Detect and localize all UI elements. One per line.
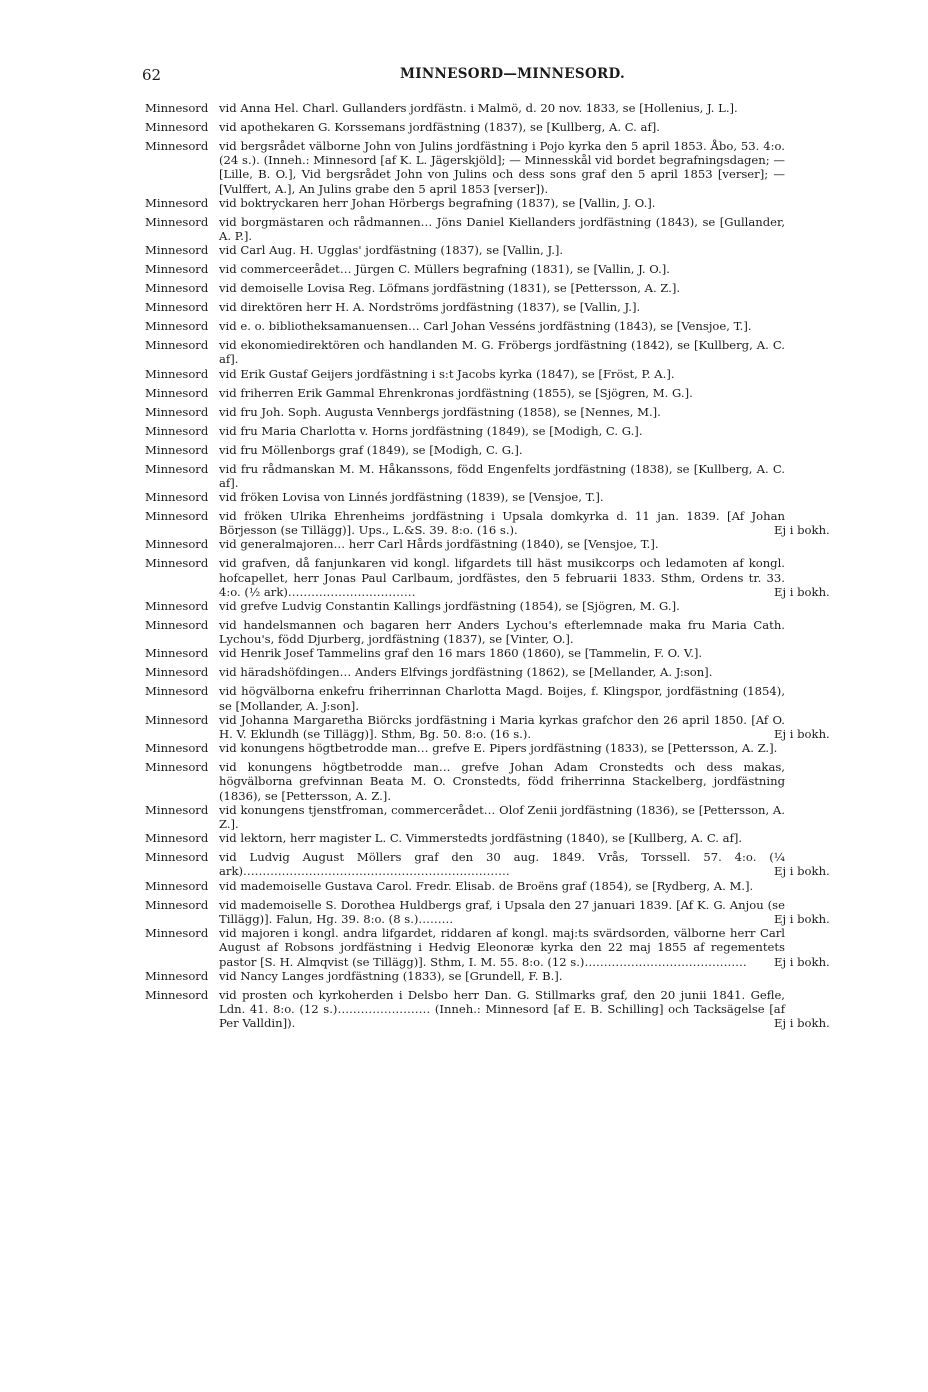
entry-heading: Minnesord	[145, 987, 209, 1002]
list-item	[145, 760, 850, 803]
entry-heading: Minnesord	[145, 509, 209, 524]
list-item	[145, 646, 850, 665]
entry-heading: Minnesord	[145, 281, 209, 296]
list-item	[145, 319, 850, 338]
list-item	[145, 215, 850, 243]
list-item: Minnesord vid Ludvig August Möllers graf den 30 aug. 1849. Vrås, Torssell. 57. 4:o. (¼ ark)…………………………………………………………… Ej i bokh.	[145, 850, 830, 879]
entry-text: vid mademoiselle S. Dorothea Huldbergs graf, i Upsala den 27 januari 1839. [Af K. G. Anjou (se Tillägg)]. Falun, Hg. 39. 8:o. (8 s.)………	[219, 897, 785, 926]
entry-text: vid fru Joh. Soph. Augusta Vennbergs jordfästning (1858), se [Nennes, M.].	[219, 404, 661, 419]
list-item	[145, 462, 850, 490]
entry-text: vid apothekaren G. Korssemans jordfästning (1837), se [Kullberg, A. C. af].	[219, 120, 660, 134]
entry-text: vid prosten och kyrkoherden i Delsbo herr Dan. G. Stillmarks graf, den 20 junii 1841. Gefle, Ldn. 41. 8:o. (12 s.)…………………… (Inneh.: Minnesord [af E. B. Schilling] och Tacksägelse [af Per Valldin]).	[219, 987, 785, 1031]
entry-heading: Minnesord	[145, 404, 209, 419]
entry-text: vid konungens tjenstfroman, commercerådet… Olof Zenii jordfästning (1836), se [Pettersson, A. Z.].	[219, 802, 785, 832]
list-item: Minnesord vid prosten och kyrkoherden i Delsbo herr Dan. G. Stillmarks graf, den 20 junii 1841. Gefle, Ldn. 41. 8:o. (12 s.)…………………… (Inneh.: Minnesord [af E. B. Schilling] och Tacksägelse [af Per Valldin]). Ej i bokh.	[145, 987, 830, 1031]
list-item	[145, 831, 850, 850]
list-item: Minnesord vid fröken Ulrika Ehrenheims jordfästning i Upsala domkyrka d. 11 jan. 1839. [Af Johan Börjesson (se Tillägg)]. Ups., L.&S. 39. 8:o. (16 s.). Ej i bokh.	[145, 509, 830, 538]
list-item	[145, 405, 850, 424]
entry-heading: Minnesord	[145, 968, 209, 983]
entry-text: vid grafven, då fanjunkaren vid kongl. lifgardets till häst musikcorps och ledamoten af kongl. hofcapellet, herr Jonas Paul Carlbaum, jordfästes, den 5 februarii 1833. Sthm, Ordens tr. 33. 4:o. (½ ark)……………………………	[219, 556, 785, 599]
entry-text: vid mademoiselle Gustava Carol. Fredr. Elisab. de Broëns graf (1854), se [Rydberg, A. M.].	[219, 878, 754, 893]
entry-text: vid fru Möllenborgs graf (1849), se [Modigh, C. G.].	[219, 442, 523, 457]
entry-heading: Minnesord	[145, 897, 209, 912]
entry-heading: Minnesord	[145, 712, 209, 727]
entry-text: vid fröken Ulrika Ehrenheims jordfästning i Upsala domkyrka d. 11 jan. 1839. [Af Johan Börjesson (se Tillägg)]. Ups., L.&S. 39. 8:o. (16 s.).	[219, 509, 785, 538]
entry-heading: Minnesord	[145, 926, 209, 941]
page-number: 62	[142, 66, 162, 84]
entry-heading: Minnesord	[145, 599, 209, 614]
list-item	[145, 367, 850, 386]
entry-text: vid Anna Hel. Charl. Gullanders jordfästn. i Malmö, d. 20 nov. 1833, se [Hollenius, J. L.].	[219, 101, 738, 115]
entry-list	[145, 101, 850, 1030]
entry-heading: Minnesord	[145, 646, 209, 661]
entry-text: vid e. o. bibliotheksamanuensen… Carl Johan Vesséns jordfästning (1843), se [Vensjoe, T.].	[219, 319, 752, 334]
entry-heading: Minnesord	[145, 831, 209, 846]
entry-text: vid commerceerådet… Jürgen C. Müllers begrafning (1831), se [Vallin, J. O.].	[219, 262, 670, 277]
entry-heading: Minnesord	[145, 120, 209, 134]
entry-heading: Minnesord	[145, 684, 209, 699]
entry-text: vid bergsrådet välborne John von Julins jordfästning i Pojo kyrka den 5 april 1853. Åbo, 53. 4:o. (24 s.). (Inneh.: Minnesord [af K. L. Jägerskjöld]; — Minnesskål vid bordet begrafningsdagen; — [Lille, B. O.], Vid bergsrådet John von Julins och dess sons graf den 5 april 1853 [verser]; — [Vulffert, A.], An Julins grabe den 5 april 1853 [verser]).	[219, 139, 785, 196]
entry-heading: Minnesord	[145, 139, 209, 153]
entry-heading: Minnesord	[145, 366, 209, 381]
entry-heading: Minnesord	[145, 195, 209, 210]
entry-text: vid borgmästaren och rådmannen… Jöns Daniel Kiellanders jordfästning (1843), se [Gullander, A. P.].	[219, 214, 785, 244]
entry-heading: Minnesord	[145, 262, 209, 277]
entry-heading: Minnesord	[145, 300, 209, 315]
entry-heading: Minnesord	[145, 802, 209, 817]
entry-text: vid konungens högtbetrodde man… grefve E. Pipers jordfästning (1833), se [Pettersson, A. Z.].	[219, 741, 778, 756]
entry-heading: Minnesord	[145, 741, 209, 756]
entry-text: vid fru Maria Charlotta v. Horns jordfästning (1849), se [Modigh, C. G.].	[219, 423, 643, 438]
list-item	[145, 490, 850, 509]
list-item	[145, 262, 850, 281]
entry-heading: Minnesord	[145, 760, 209, 775]
list-item	[145, 879, 850, 898]
entry-heading: Minnesord	[145, 618, 209, 633]
entry-text: vid ekonomiedirektören och handlanden M. G. Fröbergs jordfästning (1842), se [Kullberg, A. C. af].	[219, 338, 785, 367]
list-item	[145, 281, 850, 300]
entry-heading: Minnesord	[145, 556, 209, 571]
entry-text: vid lektorn, herr magister L. C. Vimmerstedts jordfästning (1840), se [Kullberg, A. C. af].	[219, 831, 743, 846]
entry-text: vid högvälborna enkefru friherrinnan Charlotta Magd. Boijes, f. Klingspor, jordfästning (1854), se [Mollander, A. J:son].	[219, 684, 785, 713]
list-item	[145, 684, 850, 712]
entry-heading: Minnesord	[145, 665, 209, 680]
entry-text: vid Erik Gustaf Geijers jordfästning i s:t Jacobs kyrka (1847), se [Fröst, P. A.].	[219, 366, 675, 381]
entry-heading: Minnesord	[145, 385, 209, 400]
list-item	[145, 101, 850, 120]
entry-text: vid direktören herr H. A. Nordströms jordfästning (1837), se [Vallin, J.].	[219, 300, 641, 315]
entry-text: vid generalmajoren… herr Carl Hårds jordfästning (1840), se [Vensjoe, T.].	[219, 537, 659, 552]
list-item	[145, 665, 850, 684]
entry-heading: Minnesord	[145, 423, 209, 438]
entry-text: vid friherren Erik Gammal Ehrenkronas jordfästning (1855), se [Sjögren, M. G.].	[219, 385, 693, 400]
list-item	[145, 803, 850, 831]
list-item	[145, 424, 850, 443]
entry-text: vid boktryckaren herr Johan Hörbergs begrafning (1837), se [Vallin, J. O.].	[219, 195, 656, 210]
entry-text: vid fröken Lovisa von Linnés jordfästning (1839), se [Vensjoe, T.].	[219, 490, 604, 505]
entry-text: vid Ludvig August Möllers graf den 30 aug. 1849. Vrås, Torssell. 57. 4:o. (¼ ark)……………………………………………………………	[219, 850, 785, 879]
list-item: Minnesord vid mademoiselle S. Dorothea Huldbergs graf, i Upsala den 27 januari 1839. [Af K. G. Anjou (se Tillägg)]. Falun, Hg. 39. 8:o. (8 s.)……… Ej i bokh.	[145, 897, 830, 926]
list-item: Minnesord vid grafven, då fanjunkaren vid kongl. lifgardets till häst musikcorps och ledamoten af kongl. hofcapellet, herr Jonas Paul Carlbaum, jordfästes, den 5 februarii 1833. Sthm, Ordens tr. 33. 4:o. (½ ark)…………………………… Ej i bokh.	[145, 556, 830, 599]
entry-text: vid Nancy Langes jordfästning (1833), se [Grundell, F. B.].	[219, 968, 563, 983]
list-item	[145, 386, 850, 405]
entry-heading: Minnesord	[145, 461, 209, 476]
entry-heading: Minnesord	[145, 319, 209, 334]
page-header	[142, 66, 862, 84]
entry-text: vid handelsmannen och bagaren herr Anders Lychou's efterlemnade maka fru Maria Cath. Lychou's, född Djurberg, jordfästning (1837), se [Vinter, O.].	[219, 618, 785, 647]
list-item: Minnesord vid majoren i kongl. andra lifgardet, riddaren af kongl. maj:ts svärdsorden, välborne herr Carl August af Robsons jordfästning i Hedvig Eleonoræ kyrka den 22 maj 1855 af regementets pastor [S. H. Almqvist (se Tillägg)]. Sthm, I. M. 55. 8:o. (12 s.)…………………………………… Ej i bokh.	[145, 926, 830, 969]
list-item	[145, 443, 850, 462]
entry-text: vid fru rådmanskan M. M. Håkanssons, född Engenfelts jordfästning (1838), se [Kullberg, A. C. af].	[219, 461, 785, 490]
entry-text: vid Carl Aug. H. Ugglas' jordfästning (1837), se [Vallin, J.].	[219, 243, 564, 258]
list-item	[145, 120, 850, 139]
list-item	[145, 741, 850, 760]
list-item	[145, 139, 850, 196]
list-item	[145, 196, 850, 215]
entry-heading: Minnesord	[145, 442, 209, 457]
entry-text: vid Henrik Josef Tammelins graf den 16 mars 1860 (1860), se [Tammelin, F. O. V.].	[219, 646, 703, 661]
list-item	[145, 338, 850, 366]
list-item	[145, 618, 850, 646]
entry-heading: Minnesord	[145, 490, 209, 505]
entry-heading: Minnesord	[145, 537, 209, 552]
entry-text: vid demoiselle Lovisa Reg. Löfmans jordfästning (1831), se [Pettersson, A. Z.].	[219, 281, 681, 296]
running-head: MINNESORD—MINNESORD.	[400, 66, 626, 82]
entry-text: vid Johanna Margaretha Biörcks jordfästning i Maria kyrkas grafchor den 26 april 1850. [Af O. H. V. Eklundh (se Tillägg)]. Sthm, Bg. 50. 8:o. (16 s.).	[219, 712, 785, 742]
entry-heading: Minnesord	[145, 243, 209, 258]
list-item: Minnesord vid Johanna Margaretha Biörcks jordfästning i Maria kyrkas grafchor den 26 april 1850. [Af O. H. V. Eklundh (se Tillägg)]. Sthm, Bg. 50. 8:o. (16 s.). Ej i bokh.	[145, 712, 830, 742]
entry-text: vid grefve Ludvig Constantin Kallings jordfästning (1854), se [Sjögren, M. G.].	[219, 599, 680, 614]
list-item	[145, 300, 850, 319]
list-item	[145, 599, 850, 618]
entry-heading: Minnesord	[145, 101, 209, 115]
entry-text: vid majoren i kongl. andra lifgardet, riddaren af kongl. maj:ts svärdsorden, välborne herr Carl August af Robsons jordfästning i Hedvig Eleonoræ kyrka den 22 maj 1855 af regementets pastor [S. H. Almqvist (se Tillägg)]. Sthm, I. M. 55. 8:o. (12 s.)……………………………………	[219, 926, 785, 969]
entry-heading: Minnesord	[145, 878, 209, 893]
list-item	[145, 969, 850, 988]
entry-heading: Minnesord	[145, 214, 209, 229]
list-item	[145, 537, 850, 556]
list-item	[145, 243, 850, 262]
entry-text: vid konungens högtbetrodde man… grefve Johan Adam Cronstedts och dess makas, högvälborna grefvinnan Beata M. O. Cronstedts, född friherrinna Stackelberg, jordfästning (1836), se [Pettersson, A. Z.].	[219, 760, 785, 803]
entry-heading: Minnesord	[145, 850, 209, 865]
entry-text: vid häradshöfdingen… Anders Elfvings jordfästning (1862), se [Mellander, A. J:son].	[219, 665, 713, 680]
entry-heading: Minnesord	[145, 338, 209, 353]
